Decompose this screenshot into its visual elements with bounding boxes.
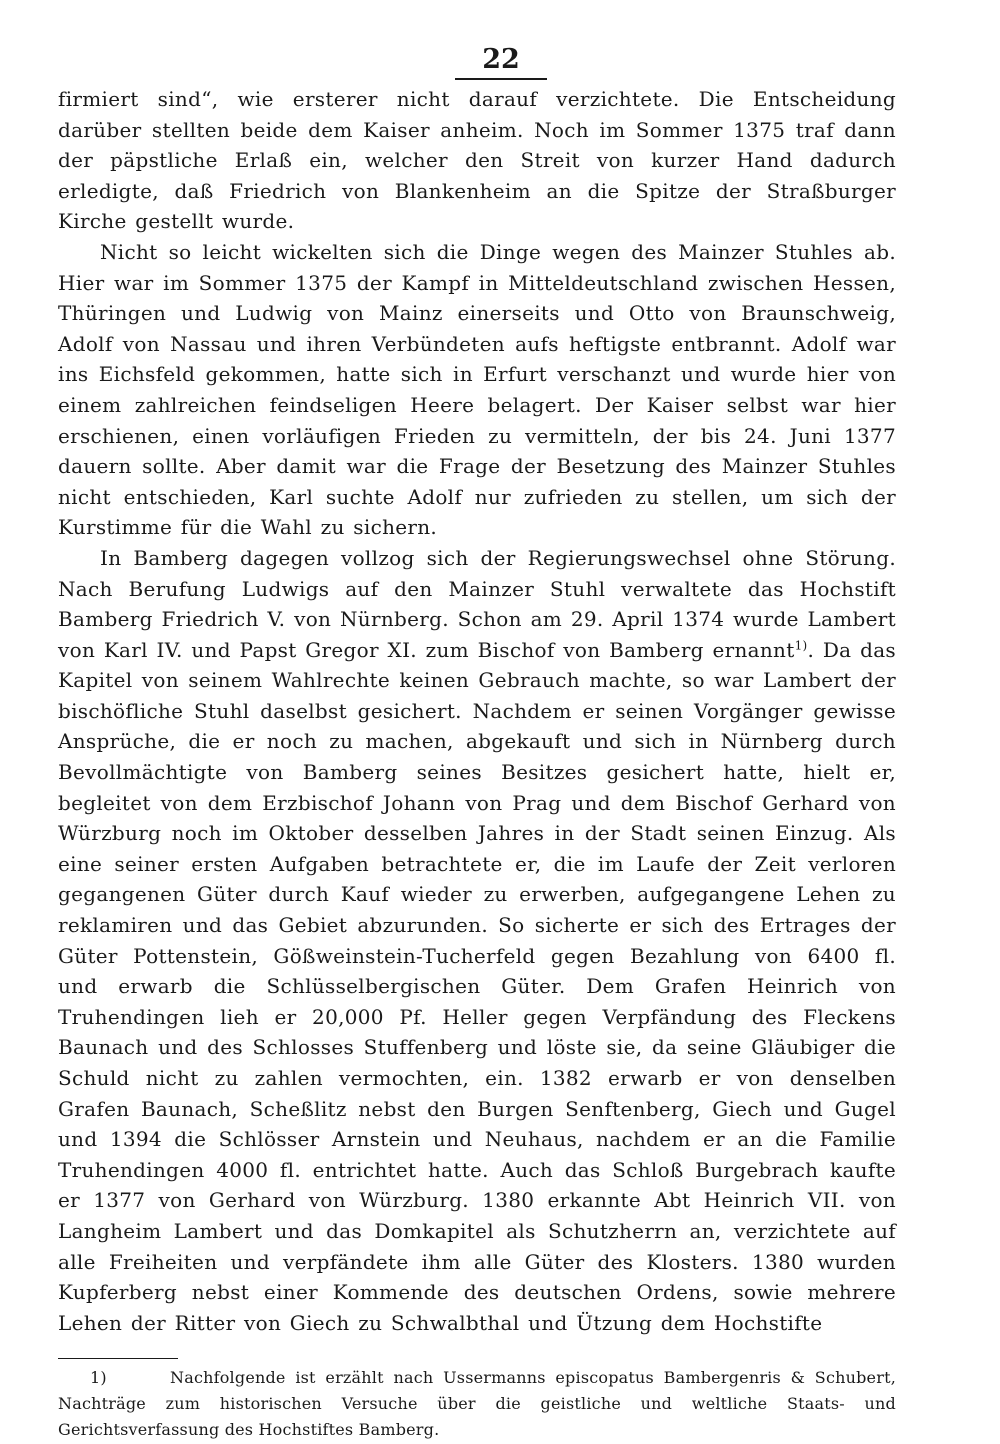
- paragraph-3: [58, 543, 896, 1338]
- footnote: [58, 1365, 896, 1443]
- paragraph-3-text-after-note: . Da das Kapitel von seinem Wahlrechte keinen Gebrauch machte, so war Lambert der bischöfliche Stuhl daselbst gesichert. Nachdem er seinen Vorgänger gewisse Ansprüche, die er noch zu machen, abgekauft und sich in Nürnberg durch Bevollmächtigte von Bamberg seines Besitzes gesichert hatte, hielt er, begleitet von dem Erzbischof Johann von Prag und dem Bischof Gerhard von Würzburg noch im Oktober desselben Jahres in der Stadt seinen Einzug. Als eine seiner ersten Aufgaben betrachtete er, die im Laufe der Zeit verloren gegangenen Güter durch Kauf wieder zu erwerben, aufgegangene Lehen zu reklamiren und das Gebiet abzurunden. So sicherte er sich des Ertrages der Güter Pottenstein, Gößweinstein-Tucherfeld gegen Bezahlung von 6400 fl. und erwarb die Schlüsselbergischen Güter. Dem Grafen Heinrich von Truhendingen lieh er 20,000 Pf. Heller gegen Verpfändung des Fleckens Baunach und des Schlosses Stuffenberg und löste sie, da seine Gläubiger die Schuld nicht zu zahlen vermochten, ein. 1382 erwarb er von denselben Grafen Baunach, Scheßlitz nebst den Burgen Senftenberg, Giech und Gugel und 1394 die Schlösser Arnstein und Neuhaus, nachdem er an die Familie Truhendingen 4000 fl. entrichtet hatte. Auch das Schloß Burgebrach kaufte er 1377 von Gerhard von Würzburg. 1380 erkannte Abt Heinrich VII. von Langheim Lambert und das Domkapitel als Schutzherrn an, verzichtete auf alle Freiheiten und verpfändete ihm alle Güter des Klosters. 1380 wurden Kupferberg nebst einer Kommende des deutschen Ordens, sowie mehrere Lehen der Ritter von Giech zu Schwalbthal und Ützung dem Hochstifte: [58, 637, 896, 1335]
- paragraph-1: firmiert sind“, wie ersterer nicht darauf verzichtete. Die Entscheidung darüber stellten beide dem Kaiser anheim. Noch im Sommer 1375 traf dann der päpstliche Erlaß ein, welcher den Streit von kurzer Hand dadurch erledigte, daß Friedrich von Blankenheim an die Spitze der Straßburger Kirche gestellt wurde.: [58, 87, 896, 234]
- paragraph-2: Nicht so leicht wickelten sich die Dinge wegen des Mainzer Stuhles ab. Hier war im Sommer 1375 der Kampf in Mitteldeutschland zwischen Hessen, Thüringen und Ludwig von Mainz einerseits und Otto von Braunschweig, Adolf von Nassau und ihren Verbündeten aufs heftigste entbrannt. Adolf war ins Eichsfeld gekommen, hatte sich in Erfurt verschanzt und wurde hier von einem zahlreichen feindseligen Heere belagert. Der Kaiser selbst war hier erschienen, einen vorläufigen Frieden zu vermitteln, der bis 24. Juni 1377 dauern sollte. Aber damit war die Frage der Besetzung des Mainzer Stuhles nicht entschieden, Karl suchte Adolf nur zufrieden zu stellen, um sich der Kurstimme für die Wahl zu sichern.: [58, 239, 896, 540]
- page-number: 22: [82, 42, 920, 80]
- footnote-text: Nachfolgende ist erzählt nach Ussermanns episcopatus Bambergenris & Schubert, Nachträge zum historischen Versuche über die geistliche und weltliche Staats- und Gerichtsverfassung des Hochstiftes Bamberg.: [58, 1368, 896, 1440]
- footnote-reference: 1): [794, 638, 808, 653]
- document-page: [58, 42, 896, 1443]
- footnote-divider: [58, 1358, 178, 1359]
- paragraph-3-text-before-note: In Bamberg dagegen vollzog sich der Regierungswechsel ohne Störung. Nach Berufung Ludwigs auf den Mainzer Stuhl verwaltete das Hochstift Bamberg Friedrich V. von Nürnberg. Schon am 29. April 1374 wurde Lambert von Karl IV. und Papst Gregor XI. zum Bischof von Bamberg ernannt: [58, 545, 896, 662]
- footnote-mark: 1): [90, 1368, 107, 1388]
- body-text: [58, 84, 896, 1338]
